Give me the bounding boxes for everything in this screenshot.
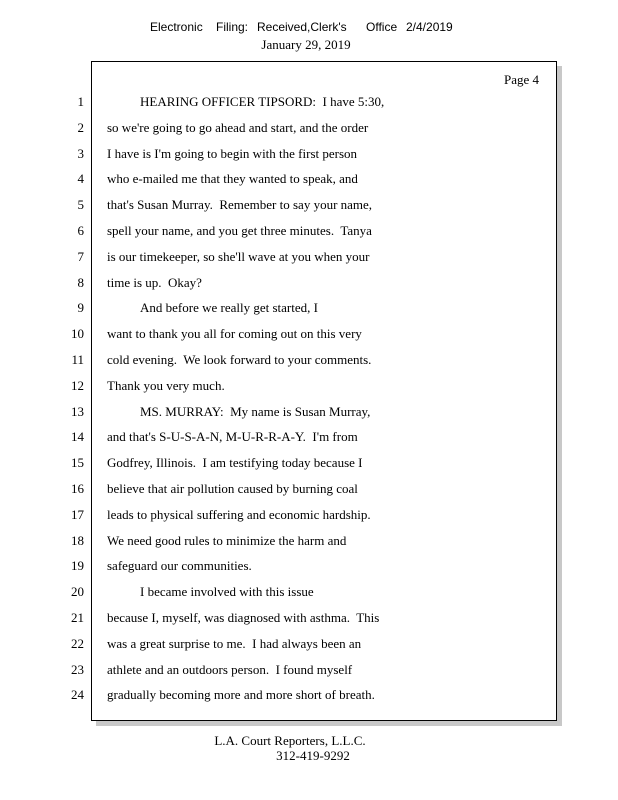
line-number: 23 <box>71 661 84 677</box>
transcript-line-text: Thank you very much. <box>107 377 225 393</box>
transcript-line-text: MS. MURRAY: My name is Susan Murray, <box>140 403 371 419</box>
line-number: 15 <box>71 455 84 471</box>
hearing-date: January 29, 2019 <box>261 37 351 52</box>
filing-stamp-word: Received,Clerk's <box>257 20 347 34</box>
line-number: 21 <box>71 610 84 625</box>
line-number: 24 <box>71 687 84 703</box>
line-number: 11 <box>71 352 84 367</box>
line-number: 8 <box>77 274 84 290</box>
transcript-line-text: athlete and an outdoors person. I found myself <box>107 661 353 677</box>
filing-stamp-word: Electronic <box>150 20 203 34</box>
line-number: 12 <box>71 377 84 393</box>
line-number: 5 <box>77 197 84 213</box>
line-number: 16 <box>71 481 84 496</box>
line-number: 3 <box>77 145 84 161</box>
transcript-line-text: HEARING OFFICER TIPSORD: I have 5:30, <box>140 94 385 109</box>
filing-stamp-word: Office <box>366 20 398 34</box>
transcript-line-text: gradually becoming more and more short of breath. <box>107 687 375 703</box>
reporter-phone: 312-419-9292 <box>276 748 350 763</box>
transcript-line-text: spell your name, and you get three minutes. Tanya <box>107 223 372 238</box>
transcript-line-text: I have is I'm going to begin with the first person <box>107 145 358 161</box>
transcript-line-text: time is up. Okay? <box>107 274 202 290</box>
page-number: Page 4 <box>504 72 540 87</box>
line-number: 7 <box>77 248 84 264</box>
line-number: 19 <box>71 558 84 574</box>
line-number: 1 <box>77 94 84 109</box>
transcript-line-text: and that's S-U-S-A-N, M-U-R-R-A-Y. I'm from <box>107 429 358 445</box>
transcript-line-text: believe that air pollution caused by burning coal <box>107 481 358 496</box>
line-number: 4 <box>77 171 84 187</box>
transcript-line-text: We need good rules to minimize the harm and <box>107 532 347 548</box>
line-number: 13 <box>71 403 84 419</box>
line-number: 6 <box>77 223 84 238</box>
line-number: 10 <box>71 326 84 342</box>
transcript-line-text: leads to physical suffering and economic hardship. <box>107 506 371 522</box>
transcript-line-text: that's Susan Murray. Remember to say your name, <box>107 197 373 213</box>
transcript-line-text: is our timekeeper, so she'll wave at you when your <box>107 248 370 264</box>
line-number: 2 <box>77 119 84 135</box>
reporter-company: L.A. Court Reporters, L.L.C. <box>214 733 366 748</box>
transcript-line-text: And before we really get started, I <box>140 300 318 316</box>
line-number: 20 <box>71 584 84 600</box>
filing-stamp-word: 2/4/2019 <box>406 20 453 34</box>
line-number: 14 <box>71 429 84 445</box>
transcript-line-text: because I, myself, was diagnosed with asthma. This <box>107 610 380 625</box>
transcript-line-text: was a great surprise to me. I had always been an <box>107 635 362 651</box>
transcript-line-text: I became involved with this issue <box>140 584 314 600</box>
transcript-line-text: who e-mailed me that they wanted to speak, and <box>107 171 358 187</box>
transcript-line-text: cold evening. We look forward to your comments. <box>107 352 372 367</box>
filing-stamp-word: Filing: <box>216 20 249 34</box>
transcript-line-text: want to thank you all for coming out on this very <box>107 326 362 342</box>
transcript-line-text: Godfrey, Illinois. I am testifying today because I <box>107 455 363 471</box>
line-number: 22 <box>71 635 84 651</box>
line-number: 9 <box>77 300 84 316</box>
transcript-line-text: so we're going to go ahead and start, and the order <box>107 119 369 135</box>
line-number: 17 <box>71 506 84 522</box>
transcript-line-text: safeguard our communities. <box>107 558 252 574</box>
line-number: 18 <box>71 532 84 548</box>
